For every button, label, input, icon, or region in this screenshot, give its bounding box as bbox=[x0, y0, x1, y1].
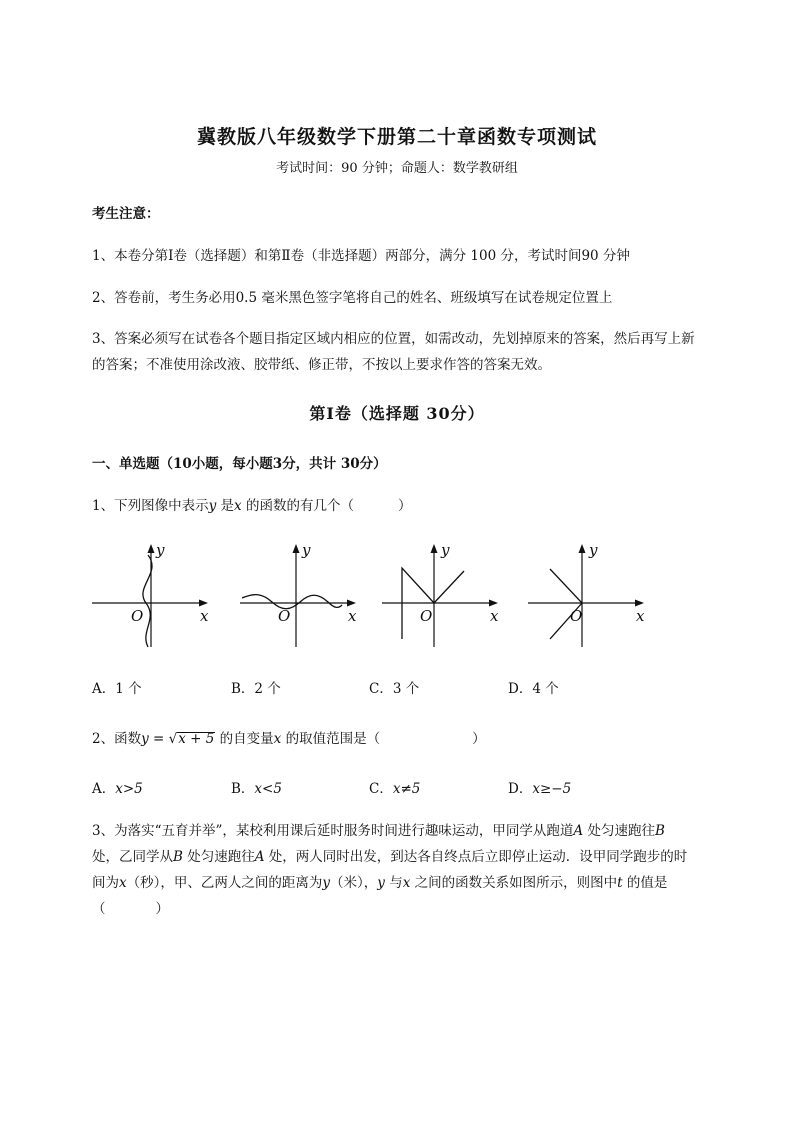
notice-item-3-line-2: 的答案；不准使用涂改液、胶带纸、修正带，不按以上要求作答的答案无效。 bbox=[92, 357, 551, 373]
y-axis-arrow bbox=[579, 544, 586, 553]
q2-option-a[interactable]: A．x>5 bbox=[92, 781, 143, 797]
question-3-line-3: 间为x（秒），甲、乙两人之间的距离为y（米），y 与x 之间的函数关系如图所示，则图中t 的值是 bbox=[92, 875, 668, 891]
exam-info: 考试时间：90 分钟；命题人：数学教研组 bbox=[276, 161, 518, 176]
y-label: y bbox=[589, 541, 598, 559]
q1-option-b[interactable]: B．2 个 bbox=[231, 681, 281, 697]
q2-option-b[interactable]: B．x<5 bbox=[231, 781, 282, 797]
graph-3 bbox=[380, 535, 505, 655]
origin-label: O bbox=[570, 607, 583, 625]
graph-4 bbox=[526, 535, 651, 655]
notice-item-2: 2、答卷前，考生务必用0.5 毫米黑色签字笔将自己的姓名、班级填写在试卷规定位置上 bbox=[92, 290, 613, 306]
q2-option-d[interactable]: D．x≥−5 bbox=[508, 781, 572, 797]
q1-option-a[interactable]: A．1 个 bbox=[92, 681, 142, 697]
graph-1 bbox=[90, 535, 215, 655]
graph-2 bbox=[238, 535, 363, 655]
x-label: x bbox=[348, 607, 357, 625]
origin-label: O bbox=[420, 607, 433, 625]
q1-option-c[interactable]: C．3 个 bbox=[369, 681, 420, 697]
x-label: x bbox=[490, 607, 499, 625]
curve bbox=[242, 595, 342, 609]
x-axis-arrow bbox=[199, 600, 208, 607]
origin-label: O bbox=[278, 607, 291, 625]
notice-heading: 考生注意： bbox=[92, 206, 160, 222]
x-axis-arrow bbox=[347, 600, 356, 607]
section-title: 第Ⅰ卷（选择题 30分） bbox=[309, 404, 485, 423]
curve bbox=[550, 569, 582, 639]
x-axis-arrow bbox=[489, 600, 498, 607]
q1-option-d[interactable]: D．4 个 bbox=[508, 681, 559, 697]
y-label: y bbox=[156, 541, 165, 559]
radicand: x + 5 bbox=[178, 731, 215, 747]
document-title: 冀教版八年级数学下册第二十章函数专项测试 bbox=[196, 126, 597, 148]
x-label: x bbox=[200, 607, 209, 625]
y-axis-arrow bbox=[148, 544, 155, 553]
y-axis-arrow bbox=[431, 544, 438, 553]
question-3-line-2: 处，乙同学从B 处匀速跑往A 处，两人同时出发，到达各自终点后立即停止运动．设甲同学跑步的时 bbox=[92, 849, 688, 865]
y-label: y bbox=[302, 541, 311, 559]
origin-label: O bbox=[131, 607, 144, 625]
y-axis-arrow bbox=[293, 544, 300, 553]
notice-item-1: 1、本卷分第Ⅰ卷（选择题）和第Ⅱ卷（非选择题）两部分，满分 100 分，考试时间90 分钟 bbox=[92, 248, 630, 264]
question-3-line-4: （ ） bbox=[92, 901, 169, 917]
notice-item-3-line-1: 3、答案必须写在试卷各个题目指定区域内相应的位置，如需改动，先划掉原来的答案，然后再写上新 bbox=[92, 331, 695, 347]
sqrt-symbol: √ bbox=[168, 731, 178, 747]
y-label: y bbox=[441, 541, 450, 559]
x-axis-arrow bbox=[635, 600, 644, 607]
part-heading: 一、单选题（10小题，每小题3分，共计 30分） bbox=[92, 456, 387, 472]
q2-option-c[interactable]: C．x≠5 bbox=[369, 781, 421, 797]
question-3-line-1: 3、为落实“五育并举”，某校利用课后延时服务时间进行趣味运动，甲同学从跑道A 处匀速跑往B bbox=[92, 823, 665, 839]
question-1-stem: 1、下列图像中表示y 是x 的函数的有几个（ ） bbox=[92, 498, 412, 514]
x-label: x bbox=[636, 607, 645, 625]
question-2-stem: 2、函数y = √x + 5 的自变量x 的取值范围是（ ） bbox=[92, 731, 486, 747]
